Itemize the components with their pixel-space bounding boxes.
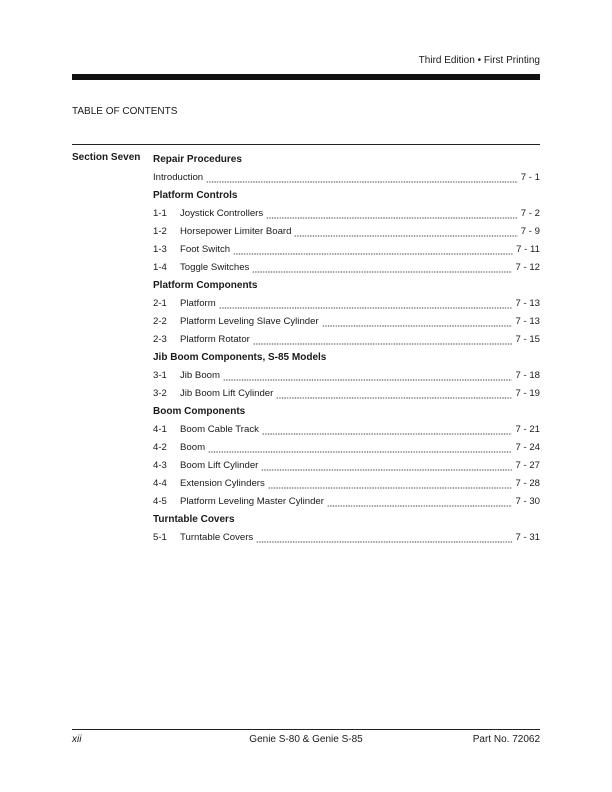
- toc-entry-title: Boom Cable Track: [180, 423, 259, 435]
- toc-entry-title: Platform Leveling Master Cylinder: [180, 495, 324, 507]
- toc-entry-page: 7 - 13: [515, 315, 540, 327]
- header-rule: [72, 74, 540, 80]
- toc-entry-page: 7 - 1: [520, 171, 540, 183]
- toc-group-heading: Boom Components: [153, 405, 246, 417]
- toc-entry-page: 7 - 11: [516, 243, 540, 255]
- toc-entry-number: 2-1: [153, 297, 167, 309]
- toc-entry-page: 7 - 9: [520, 225, 540, 237]
- toc-group-heading: Platform Components: [153, 279, 258, 291]
- toc-entry-title: Turntable Covers: [180, 531, 254, 543]
- toc-entry-number: 4-1: [153, 423, 167, 435]
- footer-product: Genie S-80 & Genie S-85: [249, 734, 363, 745]
- toc-entry[interactable]: [153, 420, 540, 438]
- toc-entry-number: 2-3: [153, 333, 167, 345]
- toc-entry[interactable]: [153, 456, 540, 474]
- toc-entry[interactable]: [153, 258, 540, 276]
- dot-leader: [233, 247, 513, 255]
- toc-entry-page: 7 - 31: [515, 531, 540, 543]
- dot-leader: [223, 373, 512, 381]
- toc-entry[interactable]: [153, 294, 540, 312]
- toc-group-heading: Platform Controls: [153, 189, 238, 201]
- toc-entry-title: Introduction: [153, 171, 204, 183]
- toc-entry-page: 7 - 2: [520, 207, 540, 219]
- toc-group-heading: Turntable Covers: [153, 513, 235, 525]
- toc-entry-number: 3-1: [153, 369, 167, 381]
- toc-entry-title: Jib Boom: [180, 369, 220, 381]
- toc-entry-page: 7 - 30: [515, 495, 540, 507]
- toc-entry-page: 7 - 28: [515, 477, 540, 489]
- toc-entry-title: Extension Cylinders: [180, 477, 265, 489]
- toc-group-heading: Jib Boom Components, S-85 Models: [153, 351, 327, 363]
- dot-leader: [276, 391, 512, 399]
- toc-entry-introduction[interactable]: [153, 168, 540, 186]
- dot-leader: [256, 535, 512, 543]
- dot-leader: [262, 427, 513, 435]
- toc-entry-number: 3-2: [153, 387, 167, 399]
- dot-leader: [208, 445, 512, 453]
- dot-leader: [266, 211, 518, 219]
- toc-entry-title: Platform Leveling Slave Cylinder: [180, 315, 319, 327]
- section-heading: Repair Procedures: [153, 153, 242, 165]
- toc-entry[interactable]: [153, 204, 540, 222]
- toc-entry[interactable]: [153, 474, 540, 492]
- dot-leader: [253, 337, 513, 345]
- toc-entry[interactable]: [153, 384, 540, 402]
- toc-entry-title: Platform Rotator: [180, 333, 250, 345]
- page-number: xii: [72, 734, 82, 745]
- toc-entry-page: 7 - 21: [515, 423, 540, 435]
- toc-entry[interactable]: [153, 330, 540, 348]
- toc-entry-page: 7 - 24: [515, 441, 540, 453]
- toc-entry[interactable]: [153, 438, 540, 456]
- dot-leader: [294, 229, 517, 237]
- toc-entry[interactable]: [153, 492, 540, 510]
- toc-entry-page: 7 - 13: [515, 297, 540, 309]
- toc-entry-title: Horsepower Limiter Board: [180, 225, 292, 237]
- toc-entry-title: Jib Boom Lift Cylinder: [180, 387, 274, 399]
- toc-entry-page: 7 - 27: [515, 459, 540, 471]
- toc-entry[interactable]: [153, 240, 540, 258]
- dot-leader: [268, 481, 513, 489]
- toc-entry-page: 7 - 18: [515, 369, 540, 381]
- toc-entry-title: Foot Switch: [180, 243, 231, 255]
- toc-entry-page: 7 - 19: [515, 387, 540, 399]
- dot-leader: [219, 301, 513, 309]
- title-divider: [72, 144, 540, 145]
- toc-entry-title: Boom: [180, 441, 206, 453]
- toc-entry[interactable]: [153, 528, 540, 546]
- dot-leader: [322, 319, 513, 327]
- toc-entry-number: 1-2: [153, 225, 167, 237]
- toc-entry-page: 7 - 15: [515, 333, 540, 345]
- toc-entry[interactable]: [153, 222, 540, 240]
- edition-label: Third Edition • First Printing: [418, 55, 540, 66]
- toc-entry-title: Boom Lift Cylinder: [180, 459, 259, 471]
- toc-entry-number: 4-3: [153, 459, 167, 471]
- toc-entry-number: 2-2: [153, 315, 167, 327]
- page-title: TABLE OF CONTENTS: [72, 106, 178, 117]
- toc-entry-number: 1-4: [153, 261, 167, 273]
- toc-entry-number: 4-5: [153, 495, 167, 507]
- toc-entry-number: 4-4: [153, 477, 167, 489]
- dot-leader: [206, 175, 518, 183]
- toc-list: [153, 150, 540, 546]
- toc-entry-title: Platform: [180, 297, 216, 309]
- toc-entry[interactable]: [153, 312, 540, 330]
- section-label: Section Seven: [72, 152, 141, 163]
- toc-entry-title: Toggle Switches: [180, 261, 250, 273]
- footer-part-number: Part No. 72062: [472, 734, 540, 745]
- footer-rule: [72, 729, 540, 730]
- toc-entry-number: 1-1: [153, 207, 167, 219]
- toc-entry-page: 7 - 12: [515, 261, 540, 273]
- dot-leader: [327, 499, 512, 507]
- dot-leader: [252, 265, 512, 273]
- toc-entry-number: 1-3: [153, 243, 167, 255]
- toc-entry-number: 5-1: [153, 531, 167, 543]
- toc-entry-title: Joystick Controllers: [180, 207, 264, 219]
- dot-leader: [261, 463, 512, 471]
- toc-entry-number: 4-2: [153, 441, 167, 453]
- toc-entry[interactable]: [153, 366, 540, 384]
